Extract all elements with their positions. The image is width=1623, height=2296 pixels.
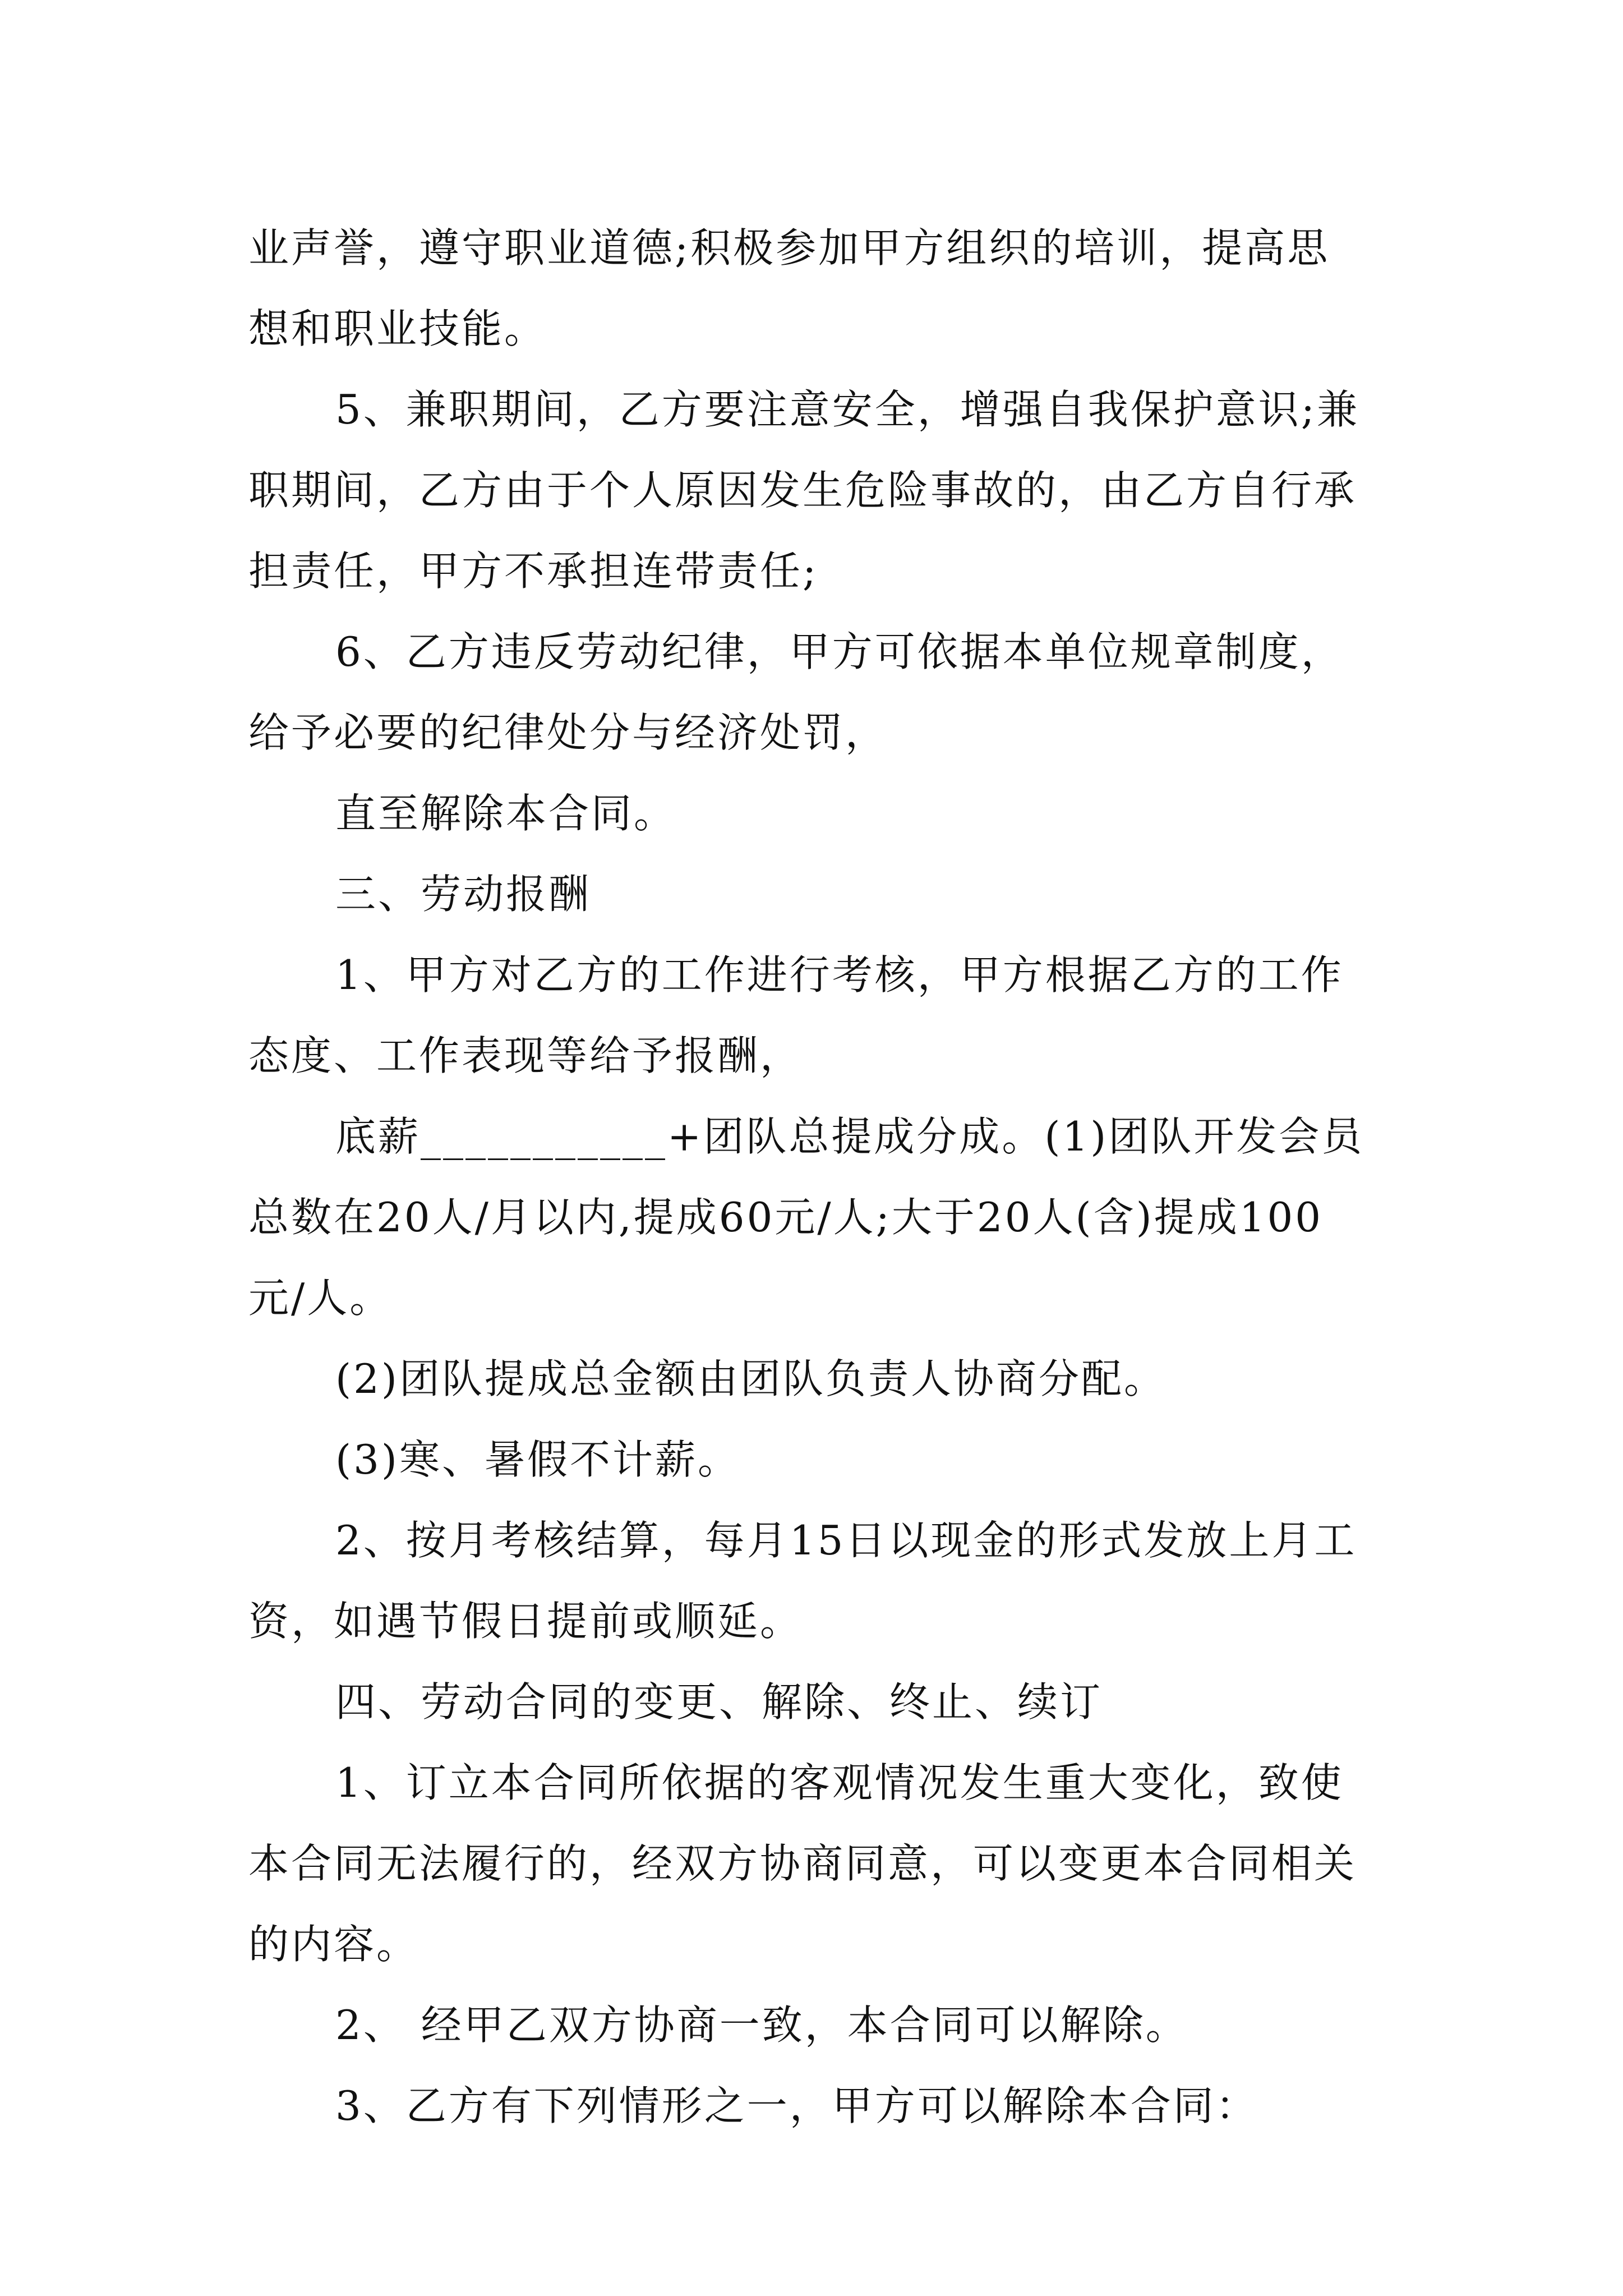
text-line: 2、 经甲乙双方协商一致，本合同可以解除。	[335, 2001, 1188, 2049]
text-line: (3)寒、暑假不计薪。	[335, 1436, 740, 1483]
text-line: 1、订立本合同所依据的客观情况发生重大变化，致使	[335, 1759, 1344, 1806]
text-line: 6、乙方违反劳动纪律，甲方可依据本单位规章制度，	[335, 628, 1344, 675]
text-line: 想和职业技能。	[248, 305, 547, 352]
text-line: 职期间，乙方由于个人原因发生危险事故的，由乙方自行承	[248, 467, 1357, 514]
text-line: 1、甲方对乙方的工作进行考核，甲方根据乙方的工作	[335, 951, 1344, 999]
text-line: 本合同无法履行的，经双方协商同意，可以变更本合同相关	[248, 1840, 1357, 1887]
text-line: 总数在20人/月以内,提成60元/人;大于20人(含)提成100	[248, 1194, 1324, 1241]
text-line: 底薪___________+团队总提成分成。(1)团队开发会员	[335, 1113, 1364, 1160]
text-line: 业声誉，遵守职业道德;积极参加甲方组织的培训，提高思	[248, 224, 1330, 272]
section-heading: 四、劳动合同的变更、解除、终止、续订	[335, 1678, 1103, 1726]
text-line: 元/人。	[248, 1274, 393, 1322]
section-heading: 三、劳动报酬	[335, 871, 592, 918]
text-line: 的内容。	[248, 1921, 419, 1968]
text-line: 给予必要的纪律处分与经济处罚，	[248, 709, 888, 756]
text-line: 资，如遇节假日提前或顺延。	[248, 1598, 803, 1645]
contract-text-block	[248, 208, 1398, 2129]
text-line: 担责任，甲方不承担连带责任;	[248, 547, 819, 595]
text-line: 直至解除本合同。	[335, 790, 677, 837]
text-line: 3、乙方有下列情形之一，甲方可以解除本合同：	[335, 2082, 1258, 2129]
text-line: 态度、工作表现等给予报酬，	[248, 1032, 803, 1079]
text-line: (2)团队提成总金额由团队负责人协商分配。	[335, 1355, 1166, 1402]
text-line: 5、兼职期间，乙方要注意安全，增强自我保护意识;兼	[335, 386, 1360, 433]
text-line: 2、按月考核结算，每月15日以现金的形式发放上月工	[335, 1517, 1357, 1564]
